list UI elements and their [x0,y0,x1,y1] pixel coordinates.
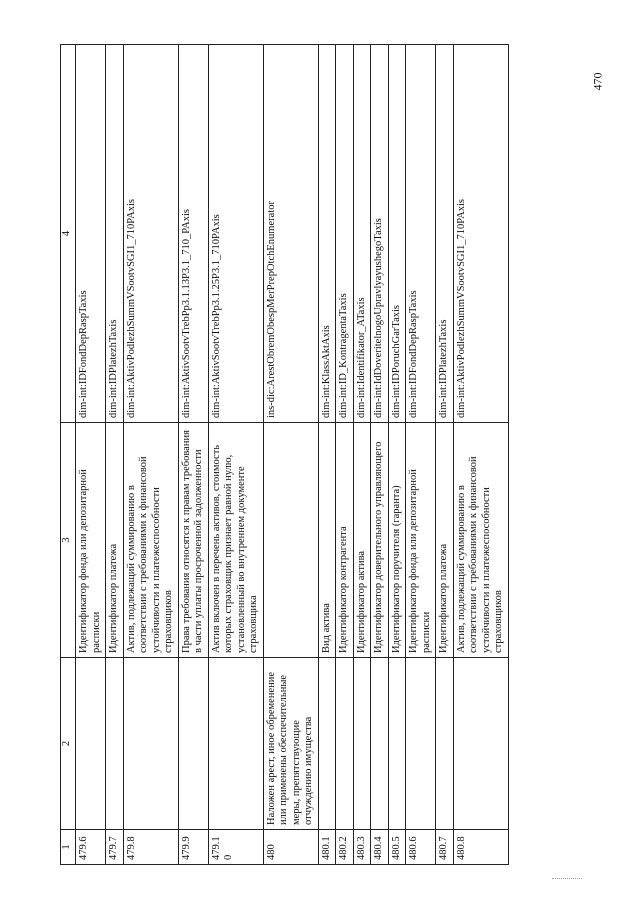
row-description-cell: Идентификатор платежа [436,423,454,658]
row-description-cell: Идентификатор фонда или депозитарной расписки [76,423,106,658]
row-name-cell [76,658,106,830]
row-code-cell: dim-int:ID_KontragentaTaxis [336,45,354,423]
table-body [76,45,509,865]
row-description-cell: Права требования относятся к правам требования в части уплаты просроченной задолженности [178,423,208,658]
row-name-cell [371,658,389,830]
row-code-cell: dim-int:IDFondDepRaspTaxis [76,45,106,423]
row-description-cell [263,423,318,658]
row-code-cell: dim-int:AktivPodlezhSummVSootvSGI1_710PAxis [123,45,178,423]
table-row [371,45,389,865]
row-number-cell: 479.9 [178,830,208,865]
row-number-cell: 480 [263,830,318,865]
row-code-cell: dim-int:AktivPodlezhSummVSootvSGI1_710PAxis [453,45,508,423]
row-description-cell: Идентификатор актива [353,423,371,658]
row-name-cell [123,658,178,830]
row-name-cell [336,658,354,830]
row-name-cell: Наложен арест, иное обременение или применены обеспечительные меры, препятствующие отчуждению имущества [263,658,318,830]
row-code-cell: dim-int:IDPlatezhTaxis [106,45,124,423]
table-row [388,45,406,865]
row-code-cell: dim-int:KlassAktAxis [318,45,336,423]
row-code-cell: dim-int:Identifikator_ATaxis [353,45,371,423]
row-name-cell [453,658,508,830]
row-code-cell: ins-dic:ArestObremObespMerPrepOtchEnumerator [263,45,318,423]
row-number-cell: 480.8 [453,830,508,865]
scan-mark [552,874,582,879]
row-code-cell: dim-int:IDFondDepRaspTaxis [406,45,436,423]
row-name-cell [106,658,124,830]
row-description-cell: Идентификатор поручителя (гаранта) [388,423,406,658]
table-row [263,45,318,865]
row-description-cell: Идентификатор фонда или депозитарной расписки [406,423,436,658]
row-description-cell: Вид актива [318,423,336,658]
table-row [318,45,336,865]
row-description-cell: Идентификатор доверительного управляющего [371,423,389,658]
row-number-cell: 480.4 [371,830,389,865]
row-name-cell [388,658,406,830]
row-number-cell: 480.5 [388,830,406,865]
row-description-cell: Актив, подлежащий суммированию в соответствии с требованиями к финансовой устойчивости и платежеспособности страховщиков [123,423,178,658]
table-row [453,45,508,865]
row-description-cell: Идентификатор контрагента [336,423,354,658]
row-description-cell: Актив включен в перечень активов, стоимость которых страховщик признает равной нулю, установленный во внутреннем документе страховщика [208,423,263,658]
row-number-cell: 480.2 [336,830,354,865]
row-code-cell: dim-int:AktivSootvTrebPp3.1.13P3.1_710_PAxis [178,45,208,423]
table-row [178,45,208,865]
row-name-cell [406,658,436,830]
row-name-cell [353,658,371,830]
header-row [61,45,76,865]
table-row [336,45,354,865]
col-header-4: 4 [61,45,76,423]
table-row [208,45,263,865]
row-number-cell: 480.7 [436,830,454,865]
table-row [406,45,436,865]
col-header-1: 1 [61,830,76,865]
row-code-cell: dim-int:IdDoveritelnogoUpravlyayushegoTaxis [371,45,389,423]
row-name-cell [208,658,263,830]
row-number-cell: 480.6 [406,830,436,865]
row-description-cell: Актив, подлежащий суммированию в соответствии с требованиями к финансовой устойчивости и платежеспособности страховщиков [453,423,508,658]
row-number-cell: 480.1 [318,830,336,865]
row-number-cell: 479.10 [208,830,263,865]
page-number: 470 [590,72,605,91]
row-description-cell: Идентификатор платежа [106,423,124,658]
table-row [106,45,124,865]
col-header-2: 2 [61,658,76,830]
row-number-cell: 480.3 [353,830,371,865]
row-number-cell: 479.7 [106,830,124,865]
row-name-cell [178,658,208,830]
table-row [76,45,106,865]
row-name-cell [318,658,336,830]
col-header-3: 3 [61,423,76,658]
table-row [123,45,178,865]
row-code-cell: dim-int:IDPlatezhTaxis [436,45,454,423]
rotated-page-content [60,45,560,865]
row-number-cell: 479.6 [76,830,106,865]
row-code-cell: dim-int:AktivSootvTrebPp3.1.25P3.1_710PAxis [208,45,263,423]
row-name-cell [436,658,454,830]
row-number-cell: 479.8 [123,830,178,865]
table-row [353,45,371,865]
registry-table [60,44,509,865]
table-row [436,45,454,865]
row-code-cell: dim-int:IDPoruchGarTaxis [388,45,406,423]
